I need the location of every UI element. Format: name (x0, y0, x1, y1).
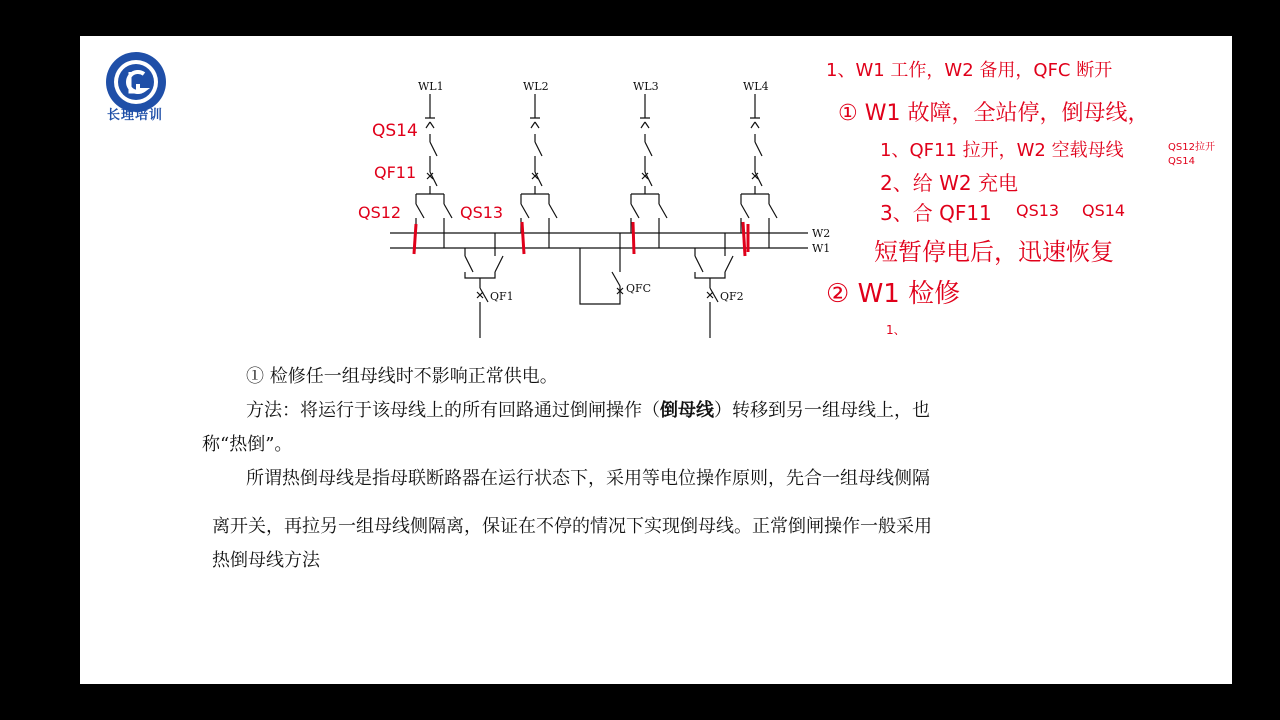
note-line-3-side-a: QS12拉开 (1168, 142, 1215, 153)
handwritten-qf11: QF11 (374, 163, 417, 182)
note-line-5: 3、合 QF11 (880, 201, 992, 225)
note-line-5-side-a: QS13 (1016, 201, 1060, 220)
note-line-6: 短暂停电后，迅速恢复 (874, 238, 1114, 266)
feeder-bay-wl4 (741, 94, 777, 248)
paragraph-4: 所谓热倒母线是指母联断路器在运行状态下，采用等电位操作原则，先合一组母线侧隔 (246, 468, 930, 489)
slide (80, 36, 1232, 684)
feeder-label-wl3: WL3 (633, 80, 659, 93)
paragraph-2 (246, 396, 930, 422)
paragraph-2-c: ）转移到另一组母线上，也 (714, 400, 930, 421)
feeder-bay-wl1 (416, 94, 452, 248)
bus-w2-label: W2 (812, 227, 831, 240)
note-line-8: 1、 (886, 323, 906, 337)
note-line-1: 1、W1 工作，W2 备用，QFC 断开 (826, 60, 1113, 81)
handwritten-qs13: QS13 (460, 203, 504, 222)
red-mark-1 (414, 224, 416, 254)
note-line-3: 1、QF11 拉开，W2 空载母线 (880, 140, 1124, 161)
feeder-label-wl4: WL4 (743, 80, 769, 93)
qf2-breaker-mark (707, 292, 713, 298)
feeder-bay-wl2 (521, 94, 557, 248)
paragraph-2-a: 方法：将运行于该母线上的所有回路通过倒闸操作（ (246, 400, 660, 421)
red-mark-2 (522, 222, 524, 254)
logo-name: 长理培训 (106, 108, 163, 123)
bus-w1-label: W1 (812, 242, 831, 255)
note-line-4: 2、给 W2 充电 (880, 171, 1018, 195)
qfc-label: QFC (626, 282, 652, 295)
qf1-breaker-mark (477, 292, 483, 298)
note-line-2: ① W1 故障，全站停，倒母线， (838, 101, 1150, 126)
qf1-label: QF1 (490, 290, 514, 303)
paragraph-6: 热倒母线方法 (212, 550, 320, 571)
paragraph-2-bold: 倒母线 (660, 400, 714, 421)
note-line-7: ② W1 检修 (826, 279, 961, 309)
paragraph-3: 称“热倒”。 (202, 434, 293, 455)
note-line-5-side-b: QS14 (1082, 201, 1126, 220)
red-mark-3 (633, 222, 634, 254)
handwritten-qs12: QS12 (358, 203, 402, 222)
paragraph-5: 离开关，再拉另一组母线侧隔离，保证在不停的情况下实现倒母线。正常倒闸操作一般采用 (212, 516, 932, 537)
qf2-label: QF2 (720, 290, 744, 303)
handwritten-qs14: QS14 (372, 121, 418, 141)
note-line-3-side-b: QS14 (1168, 156, 1195, 167)
paragraph-1: ① 检修任一组母线时不影响正常供电。 (246, 366, 558, 387)
handwritten-notes (820, 42, 1232, 352)
feeder-bay-wl3 (631, 94, 667, 248)
feeder-label-wl2: WL2 (523, 80, 549, 93)
double-bus-diagram (358, 76, 840, 346)
red-mark-4 (743, 222, 745, 256)
feeder-label-wl1: WL1 (418, 80, 444, 93)
